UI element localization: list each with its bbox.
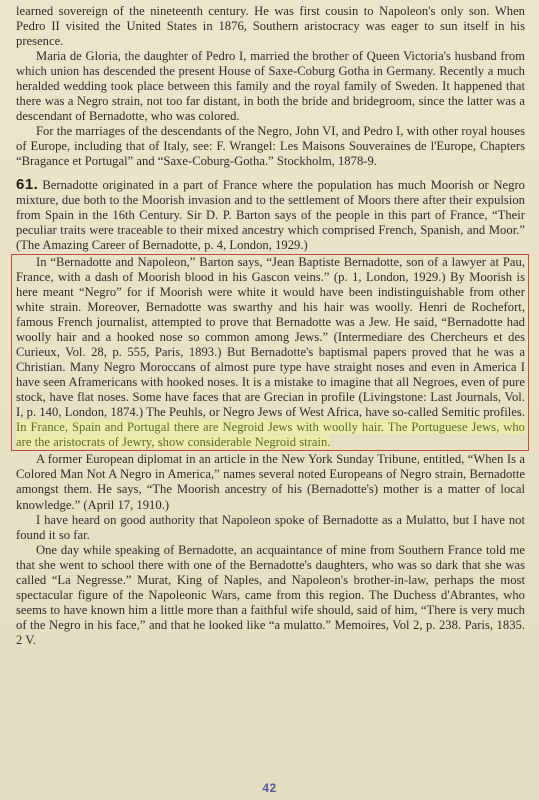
boxed-plain-text: In “Bernadotte and Napoleon,” Barton says, “Jean Baptiste Bernadotte, son of a lawyer at Pau, France, with a dash of Moorish blood in his Gascon veins.” (p. 1, London, 1929.) By Moorish is here meant “Negro” for if Moorish were white it would have been indistinguishable from other white strain. Moreover, Bernadotte was swarthy and his hair was woolly. Henri de Rochefort, famous French journalist, attempted to prove that Bernadotte was a Jew. He said, “Bernadotte had woolly hair and a hooked nose so common among Jews.” (Intermediare des Chercheurs et des Curieux, Vol. 28, p. 555, Paris, 1893.) But Bernadotte's baptismal papers proved that he was a Christian. Many Negro Moroccans of almost pure type have straight noses and even in America I have seen Aframericans with hooked noses. It is a mistake to imagine that all Negroes, even of pure stock, have flat noses. Some have faces that are Grecian in profile (Livingstone: Last Journals, Vol. I, p. 140, London, 1874.) The Peuhls, or Negro Jews of West Africa, have so-called Semitic profiles. xyxy=(16,254,525,420)
section-number: 61. xyxy=(16,175,39,193)
paragraph-maria-de-gloria: Maria de Gloria, the daughter of Pedro I, married the brother of Queen Victoria's husband from which union has descended the present House of Saxe-Coburg Gotha in Germany. Recently a much heralded wedding took place between this family and the royal family of Sweden. It happened that there was a Negro strain, not too far distant, in both the bride and bridegroom, since the latter was a descendant of Bernadotte, who was colored. xyxy=(16,49,525,124)
paragraph-diplomat-article: A former European diplomat in an article in the New York Sunday Tribune, entitled, “When Is a Colored Man Not A Negro in America,” names several noted Europeans of Negro strain, Bernadotte amongst them. He says, “The Moorish ancestry of his (Bernadotte's) mother is a matter of local knowledge.” (April 17, 1910.) xyxy=(16,452,525,512)
page-number: 42 xyxy=(262,781,277,795)
paragraph-section-61 xyxy=(16,177,525,253)
boxed-passage xyxy=(11,254,529,452)
section-61-text: Bernadotte originated in a part of France where the population has much Moorish or Negro mixture, due both to the Moorish invasion and to the settlement of Moors there after their expulsion from Spain in the 16th Century. Sir D. P. Barton says of the people in this part of France, “Their peculiar traits were traceable to their mixed ancestry which comprised French, Spanish, and Moor.” (The Amazing Career of Bernadotte, p. 4, London, 1929.) xyxy=(16,177,525,252)
paragraph-pedro-ii: learned sovereign of the nineteenth century. He was first cousin to Napoleon's only son. When Pedro II visited the United States in 1876, Southern aristocracy was eager to sun itself in his presence. xyxy=(16,4,525,49)
highlighted-text: In France, Spain and Portugal there are Negroid Jews with woolly hair. The Portuguese Jews, who are the aristocrats of Jewry, show considerable Negroid strain. xyxy=(16,420,525,450)
section-spacer xyxy=(16,170,525,177)
paragraph-napoleon-mulatto: I have heard on good authority that Napoleon spoke of Bernadotte as a Mulatto, but I have not found it so far. xyxy=(16,512,525,542)
paragraph-royal-marriages: For the marriages of the descendants of the Negro, John VI, and Pedro I, with other royal houses of Europe, including that of Italy, see: F. Wrangel: Les Maisons Souveraines de l'Europe, Chapters “Bragance et Portugal” and “Saxe-Coburg-Gotha.” Stockholm, 1878-9. xyxy=(16,124,525,169)
paragraph-barton-quote xyxy=(16,255,525,451)
paragraph-school-anecdote: One day while speaking of Bernadotte, an acquaintance of mine from Southern France told me that she went to school there with one of the Bernadotte's daughters, who was so dark that she was called “La Negresse.” Murat, King of Naples, and Napoleon's brother-in-law, perhaps the most spectacular figure of the Napoleonic Wars, came from this region. The Duchess d'Abrantes, who seems to have known him a little more than a faithful wife should, said of him, “There is very much of the Negro in his face,” and that he looked like “a mulatto.” Memoires, Vol 2, p. 238. Paris, 1835. 2 V. xyxy=(16,542,525,647)
